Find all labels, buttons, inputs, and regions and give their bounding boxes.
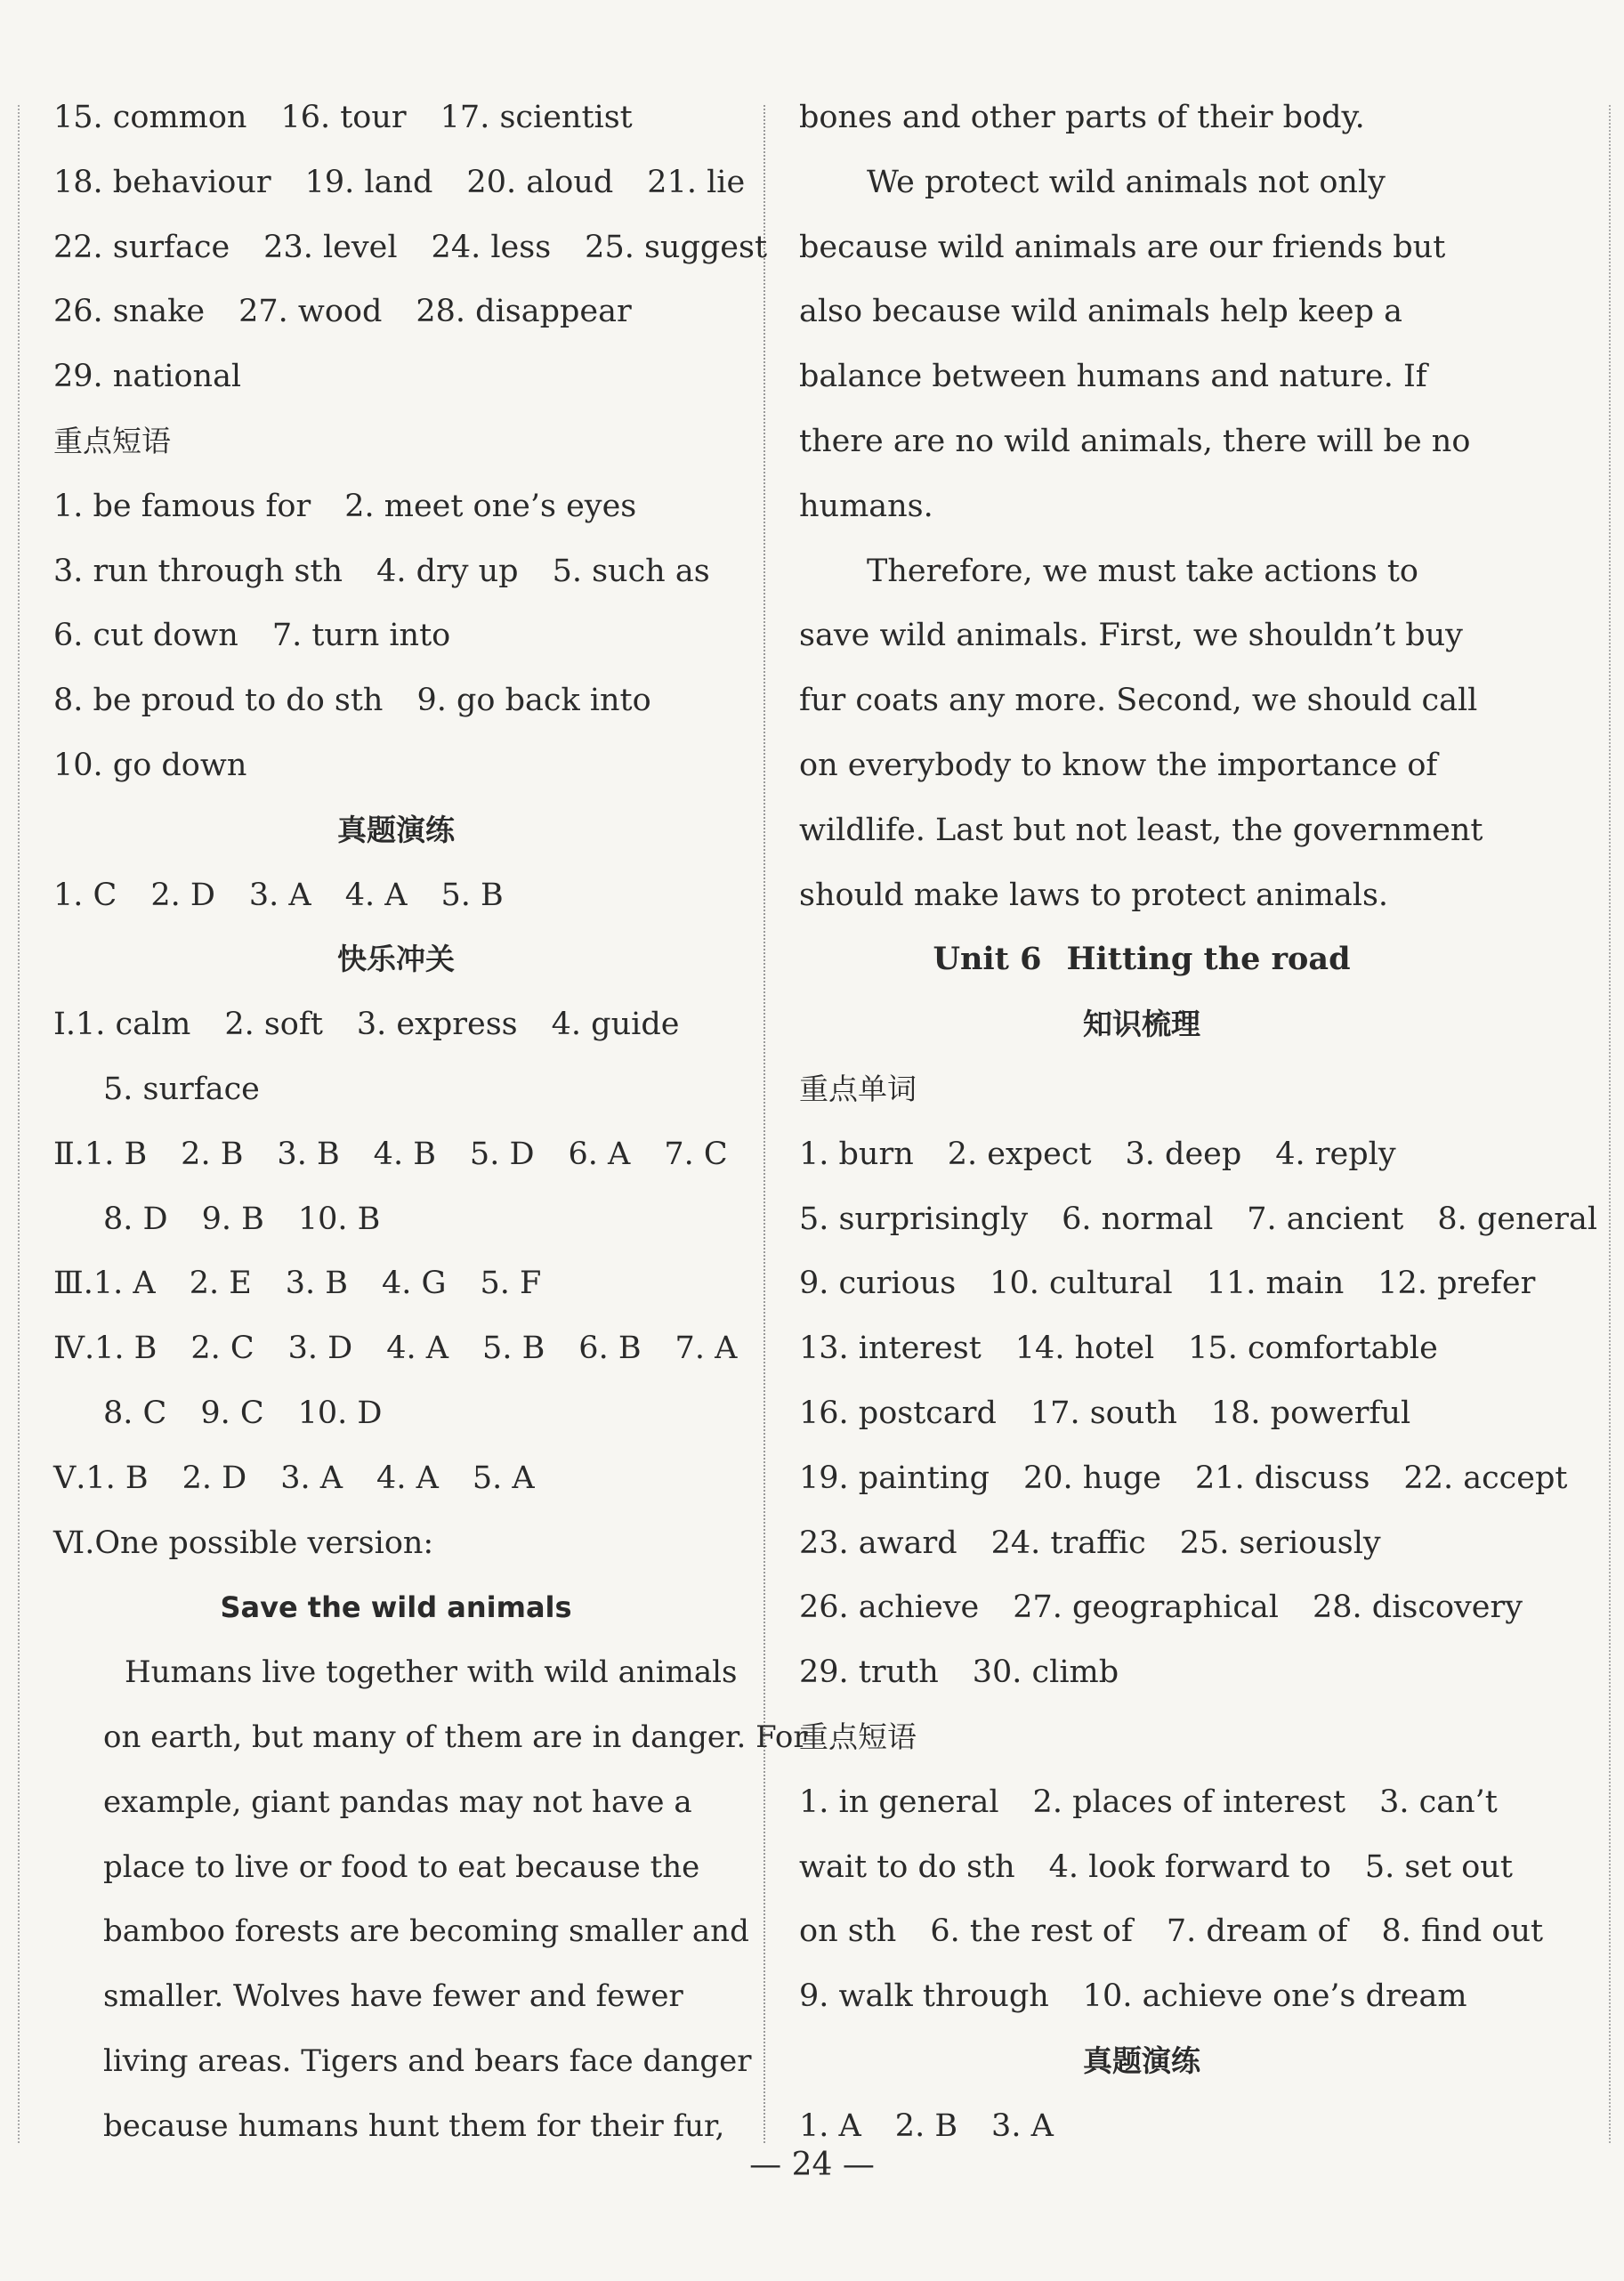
phrase-item: 10. achieve one’s dream xyxy=(1082,1978,1467,2015)
phrase-line xyxy=(799,1964,1484,2029)
left-column xyxy=(53,85,808,2159)
word-item: 26. achieve xyxy=(799,1589,980,1626)
vocab-line xyxy=(53,279,739,344)
phrase-line xyxy=(799,1770,1498,1835)
phrase-item: 6. the rest of xyxy=(930,1913,1133,1950)
phrase-item: 8. find out xyxy=(1381,1913,1544,1950)
exam-answer-item: 3. A xyxy=(248,877,311,913)
word-item: 16. postcard xyxy=(799,1395,997,1431)
part4-answer: 3. D xyxy=(287,1331,353,1367)
essay-line: fur coats any more. Second, we should call xyxy=(799,683,1478,719)
essay-body-left xyxy=(53,1640,808,2158)
exam-answer-item: 4. A xyxy=(344,877,408,913)
word-line xyxy=(799,1381,1484,1446)
word-line xyxy=(799,1640,1484,1705)
essay-line: save wild animals. First, we shouldn’t buy xyxy=(799,618,1463,654)
part3-answer: 4. G xyxy=(382,1266,447,1302)
phrase-item: 7. turn into xyxy=(271,618,451,654)
part5-answer: 1. B xyxy=(85,1460,149,1496)
word-item: 9. curious xyxy=(799,1266,957,1302)
exam-heading: 真题演练 xyxy=(337,812,455,847)
phrases-list xyxy=(53,474,739,798)
vocab-line xyxy=(53,150,746,215)
part2-answer: 9. B xyxy=(201,1201,264,1237)
phrase-item: 9. walk through xyxy=(799,1978,1049,2015)
part5-answer: 2. D xyxy=(182,1460,247,1496)
part6-line xyxy=(53,1511,739,1576)
phrase-line xyxy=(53,539,739,604)
phrase-item: wait to do sth xyxy=(799,1848,1015,1885)
part4-number: Ⅳ. xyxy=(53,1331,95,1367)
vocab-list-continued xyxy=(53,85,768,409)
phrase-item: 2. meet one’s eyes xyxy=(344,488,637,524)
phrase-item: 1. be famous for xyxy=(53,488,311,524)
words-label: 重点单词 xyxy=(799,1071,917,1106)
essay-line: humans. xyxy=(799,488,933,524)
part2-answer: 10. B xyxy=(297,1201,381,1237)
essay-line: on everybody to know the importance of xyxy=(799,747,1438,783)
word-item: 28. discovery xyxy=(1313,1589,1523,1626)
essay-line: smaller. Wolves have fewer and fewer xyxy=(103,1978,683,2015)
part4-answer: 4. A xyxy=(386,1331,449,1367)
part4-answer: 7. A xyxy=(675,1331,738,1367)
word-item: 17. south xyxy=(1030,1395,1177,1431)
part4-answer: 2. C xyxy=(190,1331,255,1367)
word-item: 3. deep xyxy=(1125,1136,1242,1172)
vocab-line xyxy=(53,215,768,280)
part1-line xyxy=(53,992,739,1057)
part2-answer: 1. B xyxy=(84,1136,148,1172)
vocab-item: 20. aloud xyxy=(466,164,614,200)
vocab-item: 27. wood xyxy=(238,294,383,330)
part6-text: One possible version: xyxy=(94,1525,434,1561)
part1-line xyxy=(53,1057,739,1122)
essay-line: We protect wild animals not only xyxy=(867,164,1386,200)
word-item: 24. traffic xyxy=(990,1525,1146,1561)
right-column xyxy=(799,85,1598,2159)
word-line xyxy=(799,1122,1484,1187)
part1-answer: 3. express xyxy=(356,1007,518,1043)
part4-answer: 9. C xyxy=(200,1395,264,1431)
vocab-item: 21. lie xyxy=(647,164,746,200)
part2-number: Ⅱ. xyxy=(53,1136,85,1172)
phrases-list-right xyxy=(799,1770,1544,2029)
phrase-item: 5. such as xyxy=(552,553,710,589)
essay-line: Humans live together with wild animals xyxy=(125,1654,738,1691)
phrase-item: on sth xyxy=(799,1913,897,1950)
vocab-item: 19. land xyxy=(304,164,433,200)
word-item: 23. award xyxy=(799,1525,957,1561)
word-item: 18. powerful xyxy=(1210,1395,1411,1431)
essay-line: should make laws to protect animals. xyxy=(799,877,1389,913)
vocab-item: 15. common xyxy=(53,100,247,135)
word-item: 22. accept xyxy=(1403,1460,1568,1496)
phrase-item: 9. go back into xyxy=(416,683,651,719)
phrase-line xyxy=(53,603,739,668)
essay-line: balance between humans and nature. If xyxy=(799,359,1427,395)
column-divider xyxy=(764,105,765,2143)
essay-line: because wild animals are our friends but xyxy=(799,229,1446,265)
part3-answer: 2. E xyxy=(189,1266,252,1302)
part5-answer: 5. A xyxy=(472,1460,535,1496)
part4-answer: 8. C xyxy=(103,1395,167,1431)
part3-answer: 5. F xyxy=(480,1266,542,1302)
word-item: 7. ancient xyxy=(1247,1201,1404,1237)
phrases-label-right: 重点短语 xyxy=(799,1719,917,1754)
part2-answer: 8. D xyxy=(103,1201,168,1237)
exam-answer-item: 1. C xyxy=(53,877,117,913)
vocab-item: 17. scientist xyxy=(440,100,633,135)
word-item: 13. interest xyxy=(799,1331,982,1367)
part2-line xyxy=(53,1187,739,1252)
phrase-item: 5. set out xyxy=(1364,1848,1513,1885)
word-item: 11. main xyxy=(1206,1266,1345,1302)
page-number: — 24 — xyxy=(749,2147,875,2183)
vocab-item: 18. behaviour xyxy=(53,164,271,200)
left-margin-rule xyxy=(18,105,20,2143)
essay-line: place to live or food to eat because the xyxy=(103,1848,700,1885)
essay-body-right xyxy=(799,85,1484,927)
vocab-line xyxy=(53,344,739,409)
phrase-item: 2. places of interest xyxy=(1032,1784,1346,1820)
word-item: 29. truth xyxy=(799,1654,939,1691)
part4-line xyxy=(53,1381,739,1446)
phrase-item: 6. cut down xyxy=(53,618,238,654)
part2-answer: 5. D xyxy=(469,1136,535,1172)
part2-answer: 4. B xyxy=(373,1136,436,1172)
exam-answer-item: 5. B xyxy=(440,877,504,913)
phrase-item: 1. in general xyxy=(799,1784,999,1820)
vocab-item: 16. tour xyxy=(280,100,407,135)
essay-line: living areas. Tigers and bears face danger xyxy=(103,2042,752,2079)
essay-line: wildlife. Last but not least, the government xyxy=(799,812,1483,848)
word-item: 25. seriously xyxy=(1179,1525,1381,1561)
exam-answers xyxy=(53,863,739,928)
phrase-item: 3. run through sth xyxy=(53,553,343,589)
word-item: 30. climb xyxy=(972,1654,1119,1691)
phrase-item: 3. can’t xyxy=(1379,1784,1498,1820)
word-item: 14. hotel xyxy=(1014,1331,1155,1367)
phrase-item: 8. be proud to do sth xyxy=(53,683,384,719)
happy-heading: 快乐冲关 xyxy=(337,942,455,977)
phrase-item: 10. go down xyxy=(53,747,247,783)
word-item: 27. geographical xyxy=(1013,1589,1279,1626)
essay-line: bones and other parts of their body. xyxy=(799,100,1365,135)
vocab-item: 25. suggest xyxy=(585,229,768,265)
phrase-line xyxy=(53,474,739,539)
part3-number: Ⅲ. xyxy=(53,1266,93,1302)
vocab-line xyxy=(53,85,739,150)
essay-line: there are no wild animals, there will be no xyxy=(799,423,1471,459)
essay-line: also because wild animals help keep a xyxy=(799,294,1402,330)
essay-line: on earth, but many of them are in danger. For xyxy=(103,1719,808,1755)
word-item: 12. prefer xyxy=(1378,1266,1536,1302)
word-item: 6. normal xyxy=(1062,1201,1214,1237)
phrase-line xyxy=(799,1899,1544,1964)
part1-answer: 2. soft xyxy=(224,1007,323,1043)
essay-line: bamboo forests are becoming smaller and xyxy=(103,1913,749,1950)
knowledge-heading: 知识梳理 xyxy=(1083,1007,1200,1042)
word-item: 10. cultural xyxy=(990,1266,1173,1302)
exam-answer-item: 3. A xyxy=(991,2107,1054,2144)
essay-line: because humans hunt them for their fur, xyxy=(103,2107,725,2144)
word-item: 21. discuss xyxy=(1195,1460,1370,1496)
phrases-label: 重点短语 xyxy=(53,423,171,458)
part2-answer: 3. B xyxy=(277,1136,340,1172)
part6-number: Ⅵ. xyxy=(53,1525,95,1561)
part3-answer: 1. A xyxy=(93,1266,156,1302)
part1-answer: 5. surface xyxy=(103,1071,260,1107)
part5-answer: 3. A xyxy=(280,1460,343,1496)
right-margin-rule xyxy=(1609,105,1611,2143)
part5-line xyxy=(53,1446,739,1511)
word-line xyxy=(799,1446,1568,1511)
word-item: 4. reply xyxy=(1275,1136,1396,1172)
vocab-item: 24. less xyxy=(431,229,552,265)
part2-answer: 7. C xyxy=(664,1136,728,1172)
vocab-item: 28. disappear xyxy=(416,294,632,330)
essay-line: example, giant pandas may not have a xyxy=(103,1784,692,1820)
part2-answer: 2. B xyxy=(181,1136,244,1172)
part4-answer: 1. B xyxy=(94,1331,158,1367)
part1-number: Ⅰ. xyxy=(53,1007,76,1043)
word-item: 1. burn xyxy=(799,1136,914,1172)
exercise-parts xyxy=(53,992,739,1510)
part4-answer: 10. D xyxy=(297,1395,383,1431)
vocab-item: 23. level xyxy=(263,229,398,265)
phrase-line xyxy=(53,668,739,733)
part4-answer: 6. B xyxy=(578,1331,642,1367)
essay-line: Therefore, we must take actions to xyxy=(867,553,1418,589)
part2-line xyxy=(53,1122,739,1187)
part3-line xyxy=(53,1251,739,1316)
vocab-item: 29. national xyxy=(53,359,242,395)
phrase-item: 4. look forward to xyxy=(1048,1848,1331,1885)
word-item: 2. expect xyxy=(947,1136,1092,1172)
word-line xyxy=(799,1316,1484,1381)
part5-number: Ⅴ. xyxy=(53,1460,86,1496)
word-line xyxy=(799,1511,1484,1576)
exam-answer-item: 2. B xyxy=(894,2107,958,2144)
word-item: 15. comfortable xyxy=(1188,1331,1438,1367)
word-item: 20. huge xyxy=(1023,1460,1161,1496)
part1-answer: 4. guide xyxy=(551,1007,680,1043)
part4-answer: 5. B xyxy=(482,1331,545,1367)
word-item: 19. painting xyxy=(799,1460,990,1496)
exam-answer-item: 1. A xyxy=(799,2107,861,2144)
vocab-item: 22. surface xyxy=(53,229,230,265)
part3-answer: 3. B xyxy=(285,1266,349,1302)
exam-heading-right: 真题演练 xyxy=(1083,2042,1200,2078)
phrase-line xyxy=(799,1835,1513,1900)
phrase-item: 4. dry up xyxy=(376,553,519,589)
part1-answer: 1. calm xyxy=(75,1007,191,1043)
unit-name: Hitting the road xyxy=(1066,941,1351,978)
exam-answer-item: 2. D xyxy=(150,877,215,913)
phrase-item: 7. dream of xyxy=(1166,1913,1348,1950)
word-line xyxy=(799,1251,1536,1316)
unit-title xyxy=(799,927,1484,992)
part4-line xyxy=(53,1316,739,1381)
phrase-line xyxy=(53,733,739,798)
exam-answer-line xyxy=(53,863,739,928)
word-line xyxy=(799,1575,1523,1640)
unit-label: Unit 6 xyxy=(933,941,1042,978)
vocab-item: 26. snake xyxy=(53,294,206,330)
words-list xyxy=(799,1122,1598,1705)
essay-title: Save the wild animals xyxy=(220,1590,572,1625)
part2-answer: 6. A xyxy=(568,1136,631,1172)
part5-answer: 4. A xyxy=(376,1460,439,1496)
word-item: 8. general xyxy=(1437,1201,1598,1237)
word-item: 5. surprisingly xyxy=(799,1201,1029,1237)
word-line xyxy=(799,1187,1598,1252)
